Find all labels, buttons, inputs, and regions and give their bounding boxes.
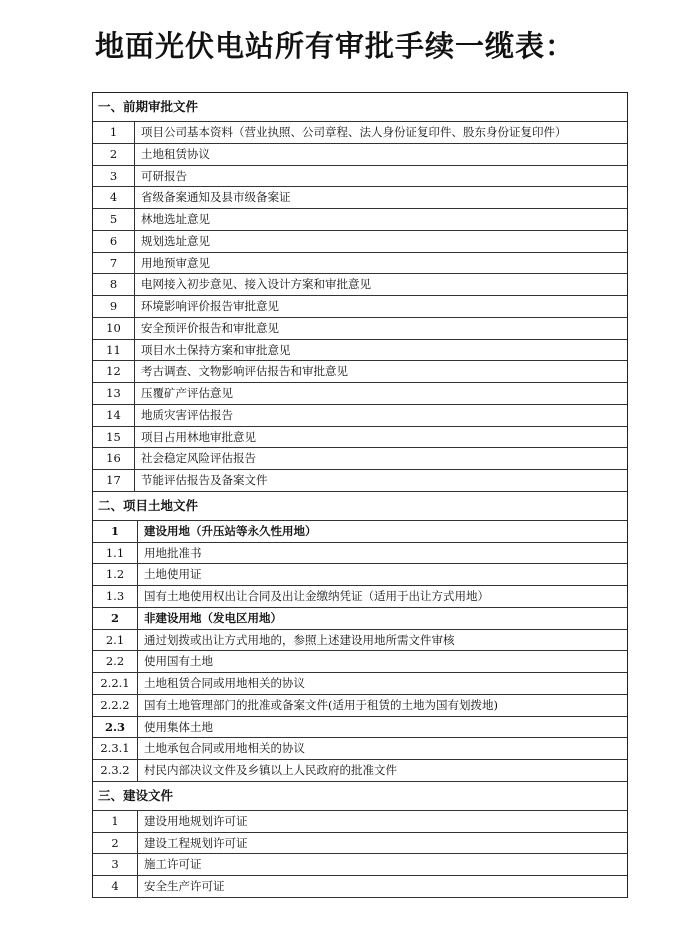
row-document-name: 安全生产许可证	[144, 879, 225, 893]
row-number: 17	[93, 470, 135, 491]
row-number: 1.3	[93, 586, 138, 607]
table-row	[93, 521, 627, 543]
row-document-name: 项目公司基本资料（营业执照、公司章程、法人身份证复印件、股东身份证复印件）	[141, 125, 567, 139]
table-row	[93, 608, 627, 630]
row-document-name: 安全预评价报告和审批意见	[141, 320, 279, 335]
row-number: 13	[93, 383, 135, 404]
row-document-name: 使用国有土地	[144, 654, 213, 669]
row-document-name: 规划选址意见	[141, 233, 210, 248]
section-title: 一、前期审批文件	[98, 99, 199, 114]
table-row	[93, 209, 627, 231]
row-number: 2.2	[93, 651, 138, 672]
table-row	[93, 361, 627, 383]
row-number: 7	[93, 253, 135, 274]
row-document-name: 省级备案通知及县市级备案证	[141, 190, 291, 205]
table-row	[93, 586, 627, 608]
table-row	[93, 564, 627, 586]
row-document-name: 环境影响评价报告审批意见	[141, 299, 279, 313]
row-document-name: 土地使用证	[144, 567, 202, 582]
section-title: 二、项目土地文件	[98, 497, 199, 513]
table-row	[93, 318, 627, 340]
row-number: 2.2.1	[93, 673, 138, 694]
table-row	[93, 231, 627, 253]
table-row	[93, 738, 627, 760]
row-document-name: 项目占用林地审批意见	[141, 429, 256, 444]
row-document-name: 考古调查、文物影响评估报告和审批意见	[141, 364, 348, 379]
table-row	[93, 340, 627, 362]
row-document-name: 通过划拨或出让方式用地的，参照上述建设用地所需文件审核	[144, 632, 455, 647]
row-document-name: 林地选址意见	[141, 212, 210, 226]
row-number: 9	[93, 296, 135, 317]
row-number: 4	[93, 876, 138, 897]
row-document-name: 国有土地使用权出让合同及出让金缴纳凭证（适用于出让方式用地）	[144, 589, 489, 603]
row-document-name: 节能评估报告及备案文件	[141, 473, 268, 487]
row-number: 2	[93, 144, 135, 165]
row-document-name: 施工许可证	[144, 857, 202, 872]
row-document-name: 项目水土保持方案和审批意见	[141, 342, 291, 357]
row-number: 2	[93, 608, 138, 629]
table-row	[93, 673, 627, 695]
page-title: 地面光伏电站所有审批手续一缆表：	[95, 29, 576, 63]
row-number: 16	[93, 448, 135, 469]
row-number: 15	[93, 427, 135, 448]
row-number: 2.3.2	[93, 760, 138, 781]
table-row	[93, 543, 627, 565]
table-row	[93, 405, 627, 427]
table-row	[93, 253, 627, 275]
row-number: 1.2	[93, 564, 138, 585]
section-1	[93, 93, 627, 492]
row-number: 3	[93, 854, 138, 875]
row-number: 5	[93, 209, 135, 230]
row-document-name: 土地租赁合同或用地相关的协议	[144, 676, 305, 690]
section-header	[93, 492, 627, 521]
section-3	[93, 782, 627, 898]
table-row	[93, 383, 627, 405]
table-row	[93, 833, 627, 855]
row-document-name: 建设工程规划许可证	[144, 835, 248, 850]
row-document-name: 地质灾害评估报告	[141, 407, 233, 422]
table-row	[93, 166, 627, 188]
row-document-name: 可研报告	[141, 168, 187, 183]
row-number: 8	[93, 274, 135, 295]
table-row	[93, 448, 627, 470]
row-number: 12	[93, 361, 135, 382]
row-number: 2.2.2	[93, 695, 138, 716]
table-row	[93, 274, 627, 296]
row-number: 11	[93, 340, 135, 361]
row-document-name: 国有土地管理部门的批准或备案文件(适用于租赁的土地为国有划拨地)	[144, 697, 498, 712]
row-number: 4	[93, 187, 135, 208]
row-document-name: 村民内部决议文件及乡镇以上人民政府的批准文件	[144, 763, 397, 777]
row-document-name: 电网接入初步意见、接入设计方案和审批意见	[141, 277, 371, 292]
table-row	[93, 144, 627, 166]
row-number: 2.3.1	[93, 738, 138, 759]
row-number: 14	[93, 405, 135, 426]
approval-table	[92, 92, 628, 898]
table-row	[93, 854, 627, 876]
table-row	[93, 187, 627, 209]
row-number: 1	[93, 122, 135, 143]
row-number: 2.3	[93, 717, 138, 738]
row-document-name: 非建设用地（发电区用地）	[144, 610, 282, 625]
table-row	[93, 717, 627, 739]
row-document-name: 建设用地（升压站等永久性用地）	[144, 523, 317, 538]
table-row	[93, 296, 627, 318]
table-row	[93, 470, 627, 492]
row-document-name: 用地批准书	[144, 545, 202, 560]
row-number: 10	[93, 318, 135, 339]
row-number: 1	[93, 811, 138, 832]
section-2	[93, 492, 627, 782]
table-row	[93, 651, 627, 673]
table-row	[93, 876, 627, 898]
row-document-name: 土地租赁协议	[141, 146, 210, 161]
row-document-name: 建设用地规划许可证	[144, 813, 248, 828]
row-number: 2	[93, 833, 138, 854]
row-document-name: 用地预审意见	[141, 255, 210, 270]
row-number: 1	[93, 521, 138, 542]
row-number: 6	[93, 231, 135, 252]
row-document-name: 压覆矿产评估意见	[141, 386, 233, 400]
table-row	[93, 695, 627, 717]
table-row	[93, 760, 627, 782]
row-document-name: 使用集体土地	[144, 719, 213, 734]
table-row	[93, 811, 627, 833]
section-header	[93, 93, 627, 122]
section-title: 三、建设文件	[98, 787, 174, 803]
row-document-name: 社会稳定风险评估报告	[141, 451, 256, 466]
row-number: 1.1	[93, 543, 138, 564]
row-document-name: 土地承包合同或用地相关的协议	[144, 741, 305, 756]
row-number: 3	[93, 166, 135, 187]
section-header	[93, 782, 627, 811]
table-row	[93, 427, 627, 449]
table-row	[93, 630, 627, 652]
row-number: 2.1	[93, 630, 138, 651]
table-row	[93, 122, 627, 144]
